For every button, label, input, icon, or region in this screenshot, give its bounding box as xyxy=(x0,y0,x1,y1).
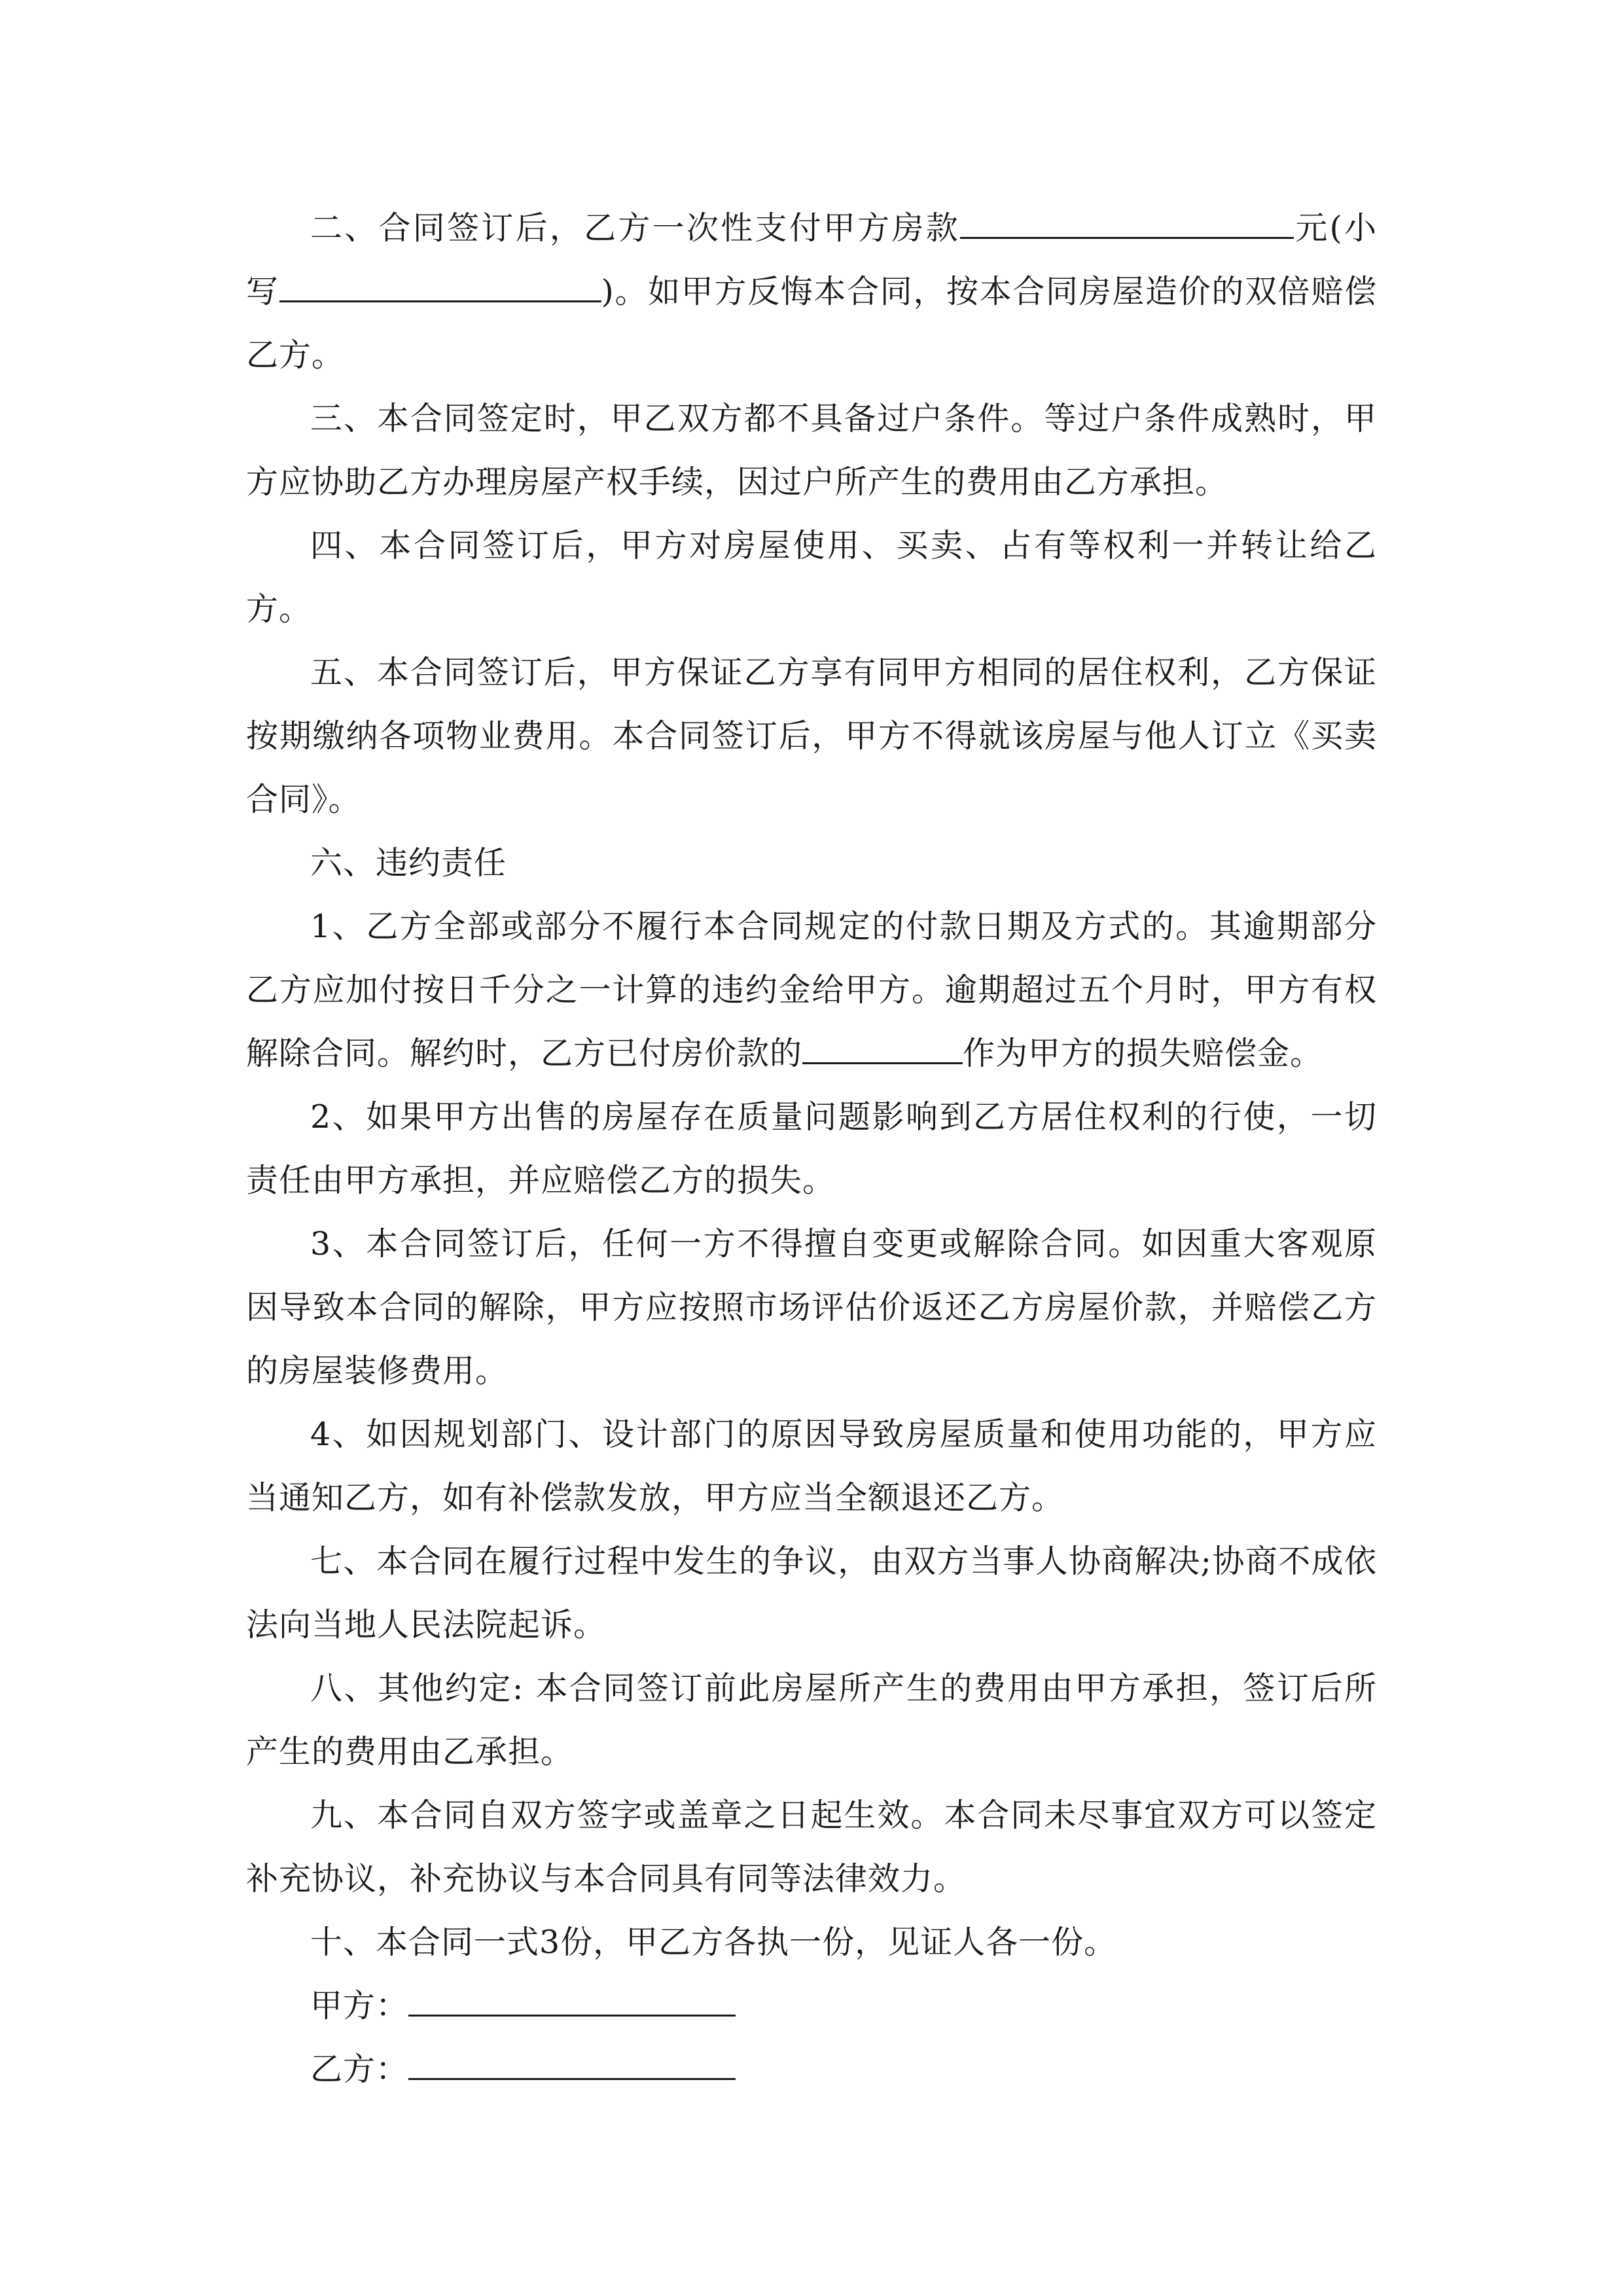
price-small-blank xyxy=(279,266,601,302)
party-a-signature-blank xyxy=(408,1981,736,2017)
clause-6-item-2: 2、如果甲方出售的房屋存在质量问题影响到乙方居住权利的行使，一切责任由甲方承担，并应赔偿乙方的损失。 xyxy=(246,1098,1377,1199)
clause-6-item-3: 3、本合同签订后，任何一方不得擅自变更或解除合同。如因重大客观原因导致本合同的解除，甲方应按照市场评估价返还乙方房屋价款，并赔偿乙方的房屋装修费用。 xyxy=(246,1225,1377,1390)
clause-7: 七、本合同在履行过程中发生的争议，由双方当事人协商解决;协商不成依法向当地人民法院起诉。 xyxy=(246,1543,1377,1643)
signature-party-a xyxy=(246,1974,1377,2037)
clause-2-text-2: 元(小写 xyxy=(246,209,1377,310)
party-a-label: 甲方： xyxy=(310,1987,409,2024)
contract-page xyxy=(246,196,1377,2101)
clause-8: 八、其他约定: 本合同签订前此房屋所产生的费用由甲方承担，签订后所产生的费用由乙承担。 xyxy=(246,1670,1377,1770)
clause-6-heading: 六、违约责任 xyxy=(310,844,507,882)
clause-5: 五、本合同签订后，甲方保证乙方享有同甲方相同的居住权利，乙方保证按期缴纳各项物业费用。本合同签订后，甲方不得就该房屋与他人订立《买卖合同》。 xyxy=(246,654,1377,818)
clause-10: 十、本合同一式3份，甲乙方各执一份，见证人各一份。 xyxy=(310,1924,1117,1961)
clause-2-text-1: 二、合同签订后，乙方一次性支付甲方房款 xyxy=(310,209,961,247)
clause-6-item-1-text-2: 作为甲方的损失赔偿金。 xyxy=(963,1035,1323,1072)
party-b-label: 乙方： xyxy=(310,2051,409,2088)
clause-9: 九、本合同自双方签字或盖章之日起生效。本合同未尽事宜双方可以签定补充协议，补充协议与本合同具有同等法律效力。 xyxy=(246,1797,1377,1897)
clause-2 xyxy=(246,196,1377,387)
price-blank xyxy=(960,203,1294,239)
clause-6-item-1 xyxy=(246,895,1377,1085)
deposit-blank xyxy=(802,1028,963,1064)
clause-4: 四、本合同签订后，甲方对房屋使用、买卖、占有等权利一并转让给乙方。 xyxy=(246,527,1377,628)
clause-6-item-4: 4、如因规划部门、设计部门的原因导致房屋质量和使用功能的，甲方应当通知乙方，如有补偿款发放，甲方应当全额退还乙方。 xyxy=(246,1416,1377,1516)
signature-party-b xyxy=(246,2037,1377,2101)
clause-2-text-3: )。如甲方反悔本合同，按本合同房屋造价的双倍赔偿乙方。 xyxy=(246,273,1377,374)
party-b-signature-blank xyxy=(408,2044,736,2080)
clause-6-item-1-text-1: 1、乙方全部或部分不履行本合同规定的付款日期及方式的。其逾期部分乙方应加付按日千分之一计算的违约金给甲方。逾期超过五个月时，甲方有权解除合同。解约时，乙方已付房价款的 xyxy=(246,908,1377,1072)
clause-3: 三、本合同签定时，甲乙双方都不具备过户条件。等过户条件成熟时，甲方应协助乙方办理房屋产权手续，因过户所产生的费用由乙方承担。 xyxy=(246,400,1377,501)
